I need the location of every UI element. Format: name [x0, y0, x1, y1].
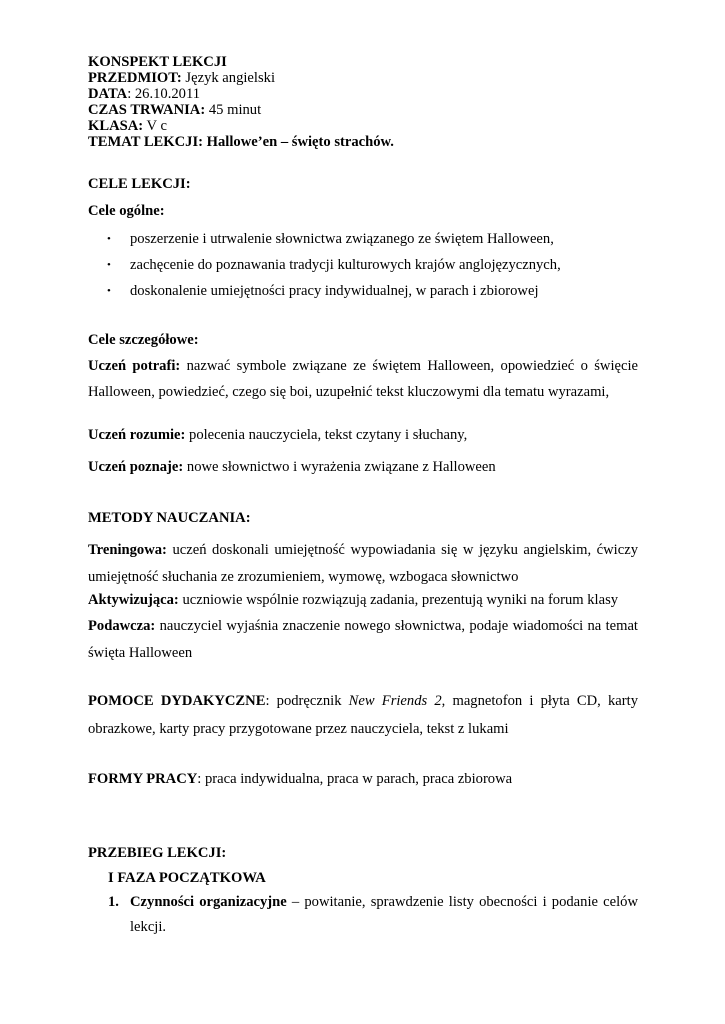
methods-heading: METODY NAUCZANIA: — [88, 510, 251, 526]
general-goals-heading: Cele ogólne: — [88, 203, 165, 219]
bullet-icon: • — [107, 233, 111, 245]
teaching-aids-line-2: obrazkowe, karty pracy przygotowane przez nauczyciela, tekst z lukami — [88, 721, 509, 737]
expository-method-label: Podawcza: — [88, 618, 156, 634]
step-1-text: – powitanie, sprawdzenie listy obecności i podanie celów — [286, 894, 638, 910]
subject-line — [88, 71, 275, 86]
student-learns-text: nowe słownictwo i wyrażenia związane z Halloween — [183, 459, 496, 475]
specific-goals-heading: Cele szczegółowe: — [88, 332, 199, 348]
goals-heading: CELE LEKCJI: — [88, 176, 191, 192]
teaching-aids-text-after: , magnetofon i płyta CD, karty — [441, 693, 638, 709]
student-can-line-1 — [88, 359, 638, 374]
subject-value: Język angielski — [181, 70, 275, 86]
duration-value: 45 minut — [205, 102, 262, 118]
textbook-title: New Friends 2 — [348, 693, 442, 709]
lesson-topic: TEMAT LEKCJI: Hallowe’en – święto strachów. — [88, 134, 394, 150]
document-title: KONSPEKT LEKCJI — [88, 54, 227, 70]
bullet-icon: • — [107, 285, 111, 297]
student-learns-line — [88, 460, 496, 475]
expository-method-line-2: święta Halloween — [88, 645, 193, 661]
duration-line — [88, 103, 261, 118]
date-value: : 26.10.2011 — [127, 86, 201, 102]
student-learns-label: Uczeń poznaje: — [88, 459, 184, 475]
phase-heading: I FAZA POCZĄTKOWA — [108, 870, 266, 886]
work-forms-line — [88, 772, 512, 787]
general-goal-item: doskonalenie umiejętności pracy indywidualnej, w parach i zbiorowej — [130, 283, 539, 299]
work-forms-text: : praca indywidualna, praca w parach, praca zbiorowa — [197, 771, 513, 787]
class-label: KLASA: — [88, 118, 144, 134]
activating-method-label: Aktywizująca: — [88, 592, 179, 608]
lesson-course-heading: PRZEBIEG LEKCJI: — [88, 845, 227, 861]
activating-method-text: uczniowie wspólnie rozwiązują zadania, prezentują wyniki na forum klasy — [178, 592, 619, 608]
step-1-line-2: lekcji. — [130, 919, 167, 935]
class-line — [88, 119, 167, 134]
class-value: V c — [143, 118, 167, 134]
training-method-line-1 — [88, 543, 638, 558]
student-can-text: nazwać symbole związane ze świętem Halloween, opowiedzieć o święcie — [180, 358, 638, 374]
step-1-line-1 — [130, 895, 638, 910]
duration-label: CZAS TRWANIA: — [88, 102, 206, 118]
student-can-label: Uczeń potrafi: — [88, 358, 181, 374]
bullet-icon: • — [107, 259, 111, 271]
date-line — [88, 87, 200, 102]
activating-method-line — [88, 593, 618, 608]
general-goal-item: zachęcenie do poznawania tradycji kulturowych krajów anglojęzycznych, — [130, 257, 561, 273]
student-understands-text: polecenia nauczyciela, tekst czytany i słuchany, — [185, 427, 468, 443]
expository-method-text: nauczyciel wyjaśnia znaczenie nowego słownictwa, podaje wiadomości na temat — [155, 618, 638, 634]
date-label: DATA — [88, 86, 128, 102]
teaching-aids-text-before: : podręcznik — [265, 693, 349, 709]
student-understands-label: Uczeń rozumie: — [88, 427, 186, 443]
step-1-label: Czynności organizacyjne — [130, 894, 287, 910]
work-forms-label: FORMY PRACY — [88, 771, 198, 787]
student-can-line-2: Halloween, powiedzieć, czego się boi, uzupełnić tekst kluczowymi dla tematu wyrazami, — [88, 384, 610, 400]
training-method-label: Treningowa: — [88, 542, 167, 558]
teaching-aids-line-1 — [88, 694, 638, 709]
teaching-aids-label: POMOCE DYDAKYCZNE — [88, 693, 266, 709]
training-method-line-2: umiejętność słuchania ze zrozumieniem, wymowę, wzbogaca słownictwo — [88, 569, 519, 585]
student-understands-line — [88, 428, 467, 443]
training-method-text: uczeń doskonali umiejętność wypowiadania się w języku angielskim, ćwiczy — [166, 542, 638, 558]
general-goal-item: poszerzenie i utrwalenie słownictwa związanego ze świętem Halloween, — [130, 231, 554, 247]
expository-method-line-1 — [88, 619, 638, 634]
subject-label: PRZEDMIOT: — [88, 70, 182, 86]
step-number: 1. — [108, 894, 119, 910]
